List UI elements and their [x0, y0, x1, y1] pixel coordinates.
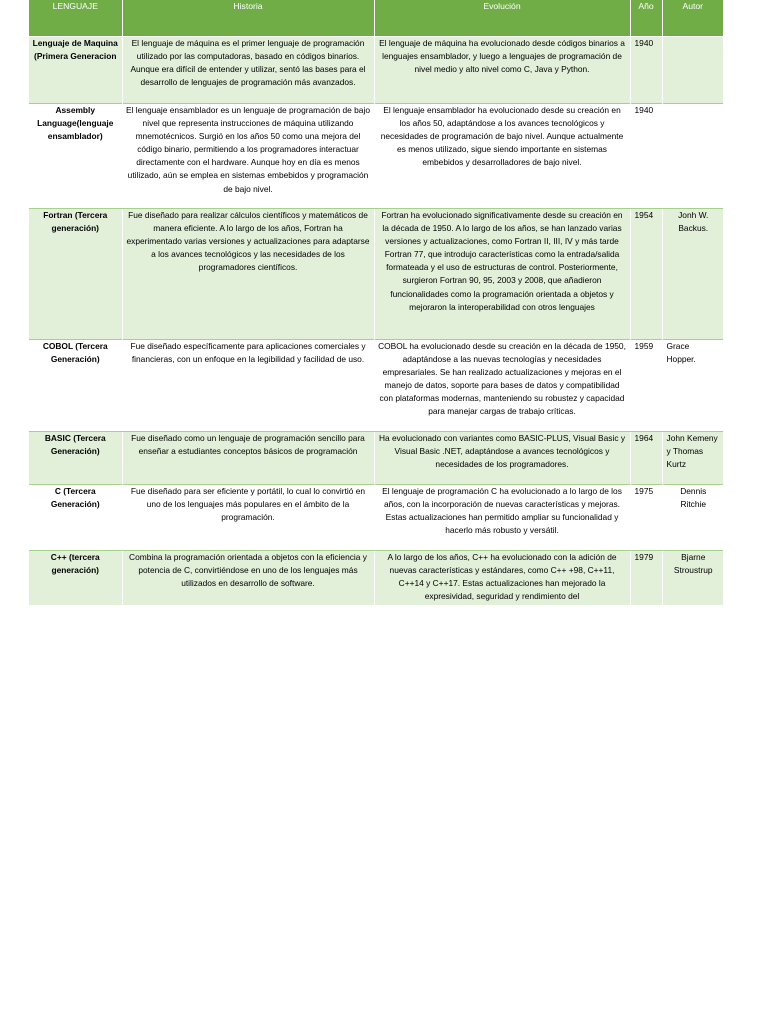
- cell-anio-text: 1979: [634, 552, 654, 562]
- table-row: [29, 485, 723, 551]
- cell-evolucion-text: A lo largo de los años, C++ ha evolucionado con la adición de nuevas características y estándares, como C++ +98, C++11, C++14 y C++17. Estas actualizaciones han mejorado la expresividad, seguridad y rendimiento del: [387, 552, 617, 602]
- cell-evolucion: Ha evolucionado con variantes como BASIC-PLUS, Visual Basic y Visual Basic .NET, adaptándose a avances tecnológicos y necesidades de los programadores.: [374, 432, 630, 485]
- cell-anio: 1954: [630, 209, 662, 340]
- cell-lenguaje: Assembly Language(lenguaje ensamblador): [29, 104, 122, 209]
- cell-historia-text: Combina la programación orientada a objetos con la eficiencia y potencia de C, convirtiéndose en uno de los lenguajes más utilizados en desarrollo de software.: [129, 552, 367, 589]
- cell-lenguaje-text: C++ (tercera generación): [50, 552, 100, 576]
- cell-historia: Fue diseñado como un lenguaje de programación sencillo para enseñar a estudiantes conceptos básicos de programación: [122, 432, 374, 485]
- table-row: [29, 551, 723, 606]
- cell-evolucion: COBOL ha evolucionado desde su creación en la década de 1950, adaptándose a las nuevas tecnologías y necesidades empresariales. Se han realizado actualizaciones y mejoras en el manejo de datos, soporte para bases de datos y compatibilidad con plataformas modernas, manteniendo su robustez y capacidad para manejar cargas de trabajo críticas.: [374, 340, 630, 432]
- cell-lenguaje: Lenguaje de Maquina (Primera Generacion: [29, 37, 122, 104]
- table-row: [29, 37, 723, 104]
- cell-autor: [662, 104, 723, 209]
- cell-evolucion: [374, 551, 630, 606]
- cell-lenguaje: C (Tercera Generación): [29, 485, 122, 551]
- cell-evolucion: El lenguaje de programación C ha evolucionado a lo largo de los años, con la incorporación de nuevas características y mejoras. Estas actualizaciones han permitido ampliar su funcionalidad y hacerlo más robusto y versátil.: [374, 485, 630, 551]
- cell-autor: [662, 551, 723, 606]
- cell-lenguaje: COBOL (Tercera Generación): [29, 340, 122, 432]
- table-row: [29, 340, 723, 432]
- cell-anio: 1940: [630, 37, 662, 104]
- cell-evolucion: Fortran ha evolucionado significativamente desde su creación en la década de 1950. A lo largo de los años, se han lanzado varias versiones y actualizaciones, como Fortran II, III, IV y más tarde Fortran 77, que introdujo características como la entrada/salida formateada y el uso de estructuras de control. Posteriormente, surgieron Fortran 90, 95, 2003 y 2008, que añadieron funcionalidades como la programación orientada a objetos y mejoraron la interoperabilidad con otros lenguajes: [374, 209, 630, 340]
- cell-evolucion: El lenguaje de máquina ha evolucionado desde códigos binarios a lenguajes ensamblador, y luego a lenguajes de programación de nivel medio y alto nivel como C, Java y Python.: [374, 37, 630, 104]
- cell-autor: [662, 37, 723, 104]
- cell-lenguaje: Fortran (Tercera generación): [29, 209, 122, 340]
- header-anio: Año: [630, 0, 662, 37]
- table-header-row: [29, 0, 723, 37]
- cell-anio: 1940: [630, 104, 662, 209]
- header-autor: Autor: [662, 0, 723, 37]
- cell-historia: El lenguaje de máquina es el primer lenguaje de programación utilizado por las computadoras, basado en códigos binarios. Aunque era difícil de entender y utilizar, sentó las bases para el desarrollo de lenguajes de programación más avanzados.: [122, 37, 374, 104]
- header-historia: Historia: [122, 0, 374, 37]
- cell-lenguaje: BASIC (Tercera Generación): [29, 432, 122, 485]
- cell-historia: Fue diseñado para ser eficiente y portátil, lo cual lo convirtió en uno de los lenguajes más populares en el ámbito de la programación.: [122, 485, 374, 551]
- table-row: [29, 104, 723, 209]
- table-row: [29, 209, 723, 340]
- header-evolucion: Evolución: [374, 0, 630, 37]
- languages-table: [29, 0, 723, 605]
- cell-autor: Dennis Ritchie: [662, 485, 723, 551]
- cell-historia: [122, 551, 374, 606]
- cell-autor: Jonh W. Backus.: [662, 209, 723, 340]
- cell-historia: Fue diseñado específicamente para aplicaciones comerciales y financieras, con un enfoque en la legibilidad y facilidad de uso.: [122, 340, 374, 432]
- header-lenguaje: LENGUAJE: [29, 0, 122, 37]
- cell-lenguaje: [29, 551, 122, 606]
- cell-autor: Grace Hopper.: [662, 340, 723, 432]
- cell-anio: 1975: [630, 485, 662, 551]
- cell-historia: Fue diseñado para realizar cálculos científicos y matemáticos de manera eficiente. A lo largo de los años, Fortran ha experimentado varias versiones y actualizaciones para adaptarse a los avances tecnológicos y las necesidades de los programadores científicos.: [122, 209, 374, 340]
- cell-autor: John Kemeny y Thomas Kurtz: [662, 432, 723, 485]
- cell-anio: 1959: [630, 340, 662, 432]
- cell-historia: El lenguaje ensamblador es un lenguaje de programación de bajo nivel que representa instrucciones de máquina utilizando mnemotécnicos. Surgió en los años 50 como una mejora del código binario, permitiendo a los programadores interactuar directamente con el hardware. Aunque hoy en día es menos utilizado, aún se emplea en sistemas embebidos y programación de bajo nivel.: [122, 104, 374, 209]
- cell-autor-text: Bjarne Stroustrup: [673, 552, 713, 576]
- cell-evolucion: El lenguaje ensamblador ha evolucionado desde su creación en los años 50, adaptándose a los avances tecnológicos y necesidades de programación de bajo nivel. Aunque actualmente es menos utilizado, sigue siendo importante en sistemas embebidos y desarrolladores de bajo nivel.: [374, 104, 630, 209]
- cell-anio: 1964: [630, 432, 662, 485]
- cell-anio: [630, 551, 662, 606]
- table-row: [29, 432, 723, 485]
